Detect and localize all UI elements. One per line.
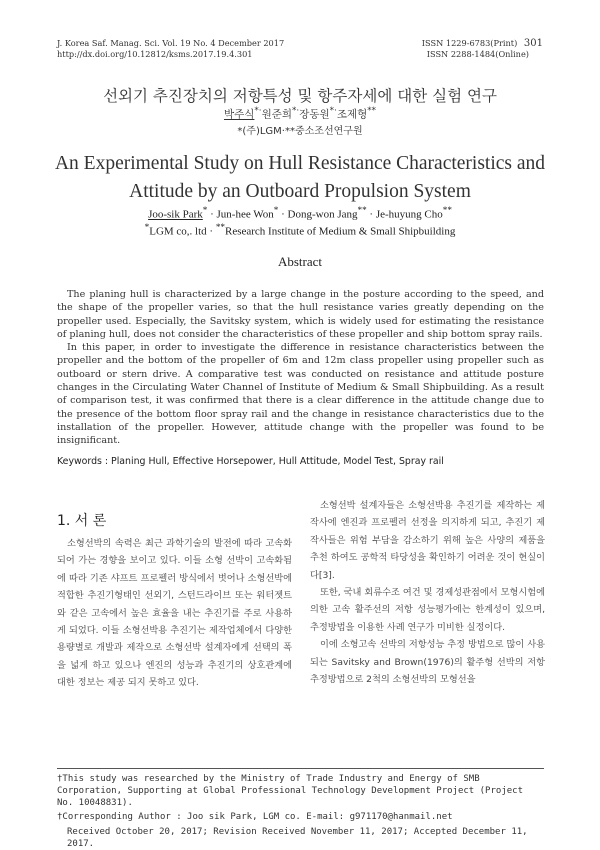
korean-author-4: 조제형	[336, 108, 368, 121]
keywords-list: Planing Hull, Effective Horsepower, Hull Attitude, Model Test, Spray rail	[111, 456, 444, 467]
issn-block	[422, 38, 543, 60]
abstract-paragraph-1: The planing hull is characterized by a large change in the posture according to the speed, and the shape of the propeller varies, so that the hull resistance varies greatly depending on the propeller used. Especially, the Savitsky system, which is widely used for estimating the resistance of planing hull, does not consider the characteristics of these propeller and ship bottom spray rails.	[57, 289, 544, 340]
right-paragraph-3: 이에 소형고속 선박의 저항성능 추정 방법으로 많이 사용되는 Savitsky and Brown(1976)의 활주형 선박의 저항추정방법으로 2척의 소형선박의 모형선을	[310, 639, 545, 686]
issn-online: ISSN 2288-1484(Online)	[426, 49, 529, 59]
korean-affiliation: *(주)LGM·**중소조선연구원	[237, 126, 363, 137]
affil-org-2: Research Institute of Medium & Small Shipbuilding	[224, 225, 456, 238]
korean-author-2: 원준희	[261, 108, 293, 121]
page-number: 301	[523, 38, 543, 49]
received-dates: Received October 20, 2017; Revision Received November 11, 2017; Accepted December 11, 2017.	[67, 827, 528, 849]
affil-mark-2: **	[215, 222, 225, 232]
right-paragraph-2: 또한, 국내 회류수조 여건 및 경제성관점에서 모형시험에 의한 고속 활주선의 저항 성능평가에는 한계성이 있으며, 추정방법을 이용한 사례 연구가 미비한 실정이다.	[310, 587, 545, 633]
affil-mark-1: *	[144, 222, 150, 232]
english-authors	[0, 205, 600, 221]
corresponding-author-footnote: †Corresponding Author : Joo sik Park, LGM co. E-mail: g971170@hanmail.net	[57, 812, 453, 822]
abstract-body	[57, 288, 544, 448]
korean-author-3: 장동원	[299, 108, 330, 121]
korean-authors	[0, 106, 600, 122]
english-title	[0, 150, 600, 206]
affil-org-1: LGM co,. ltd ·	[149, 225, 216, 238]
english-affiliation	[0, 222, 600, 238]
journal-citation	[57, 38, 284, 60]
footnote-divider	[57, 768, 544, 769]
section-title: 1. 서 론	[57, 513, 107, 529]
abstract-heading: Abstract	[277, 254, 323, 269]
english-title-line-1: An Experimental Study on Hull Resistance Characteristics and	[54, 153, 546, 174]
english-author-1: Joo-sik Park	[148, 208, 203, 221]
english-author-2: · Jun-hee Won	[207, 208, 274, 221]
english-title-line-2: Attitude by an Outboard Propulsion System	[129, 181, 471, 202]
korean-author-sep-1: *·	[254, 106, 262, 116]
english-author-3: · Dong-won Jang	[278, 208, 358, 221]
korean-author-sep-3: *·	[329, 106, 337, 116]
left-paragraph-1: 소형선박의 속력은 최근 과학기술의 발전에 따라 고속화 되어 가는 경향을 보이고 있다. 이들 소형 선박이 고속화됨에 따라 기존 샤프트 프로펠러 방식에서 벗어나 소형선박에 적합한 추진기형태인 선외기, 스턴드라이브 또는 워터젯트와 같은 고속에서 높은 효율을 내는 추진기를 주로 사용하게 되었다. 이들 소형선박용 추진기는 제작업체에서 다양한 용량별로 개발과 제작으로 소형선박 설계자에게 선택의 폭을 넓게 하고 있으나 엔진의 성능과 추진기의 상호관계에 대한 정보는 제공 되지 못하고 있다.	[57, 538, 292, 689]
issn-print: ISSN 1229-6783(Print)	[421, 38, 518, 48]
left-column	[57, 535, 292, 692]
english-author-sup-4: **	[442, 205, 452, 215]
keywords	[57, 456, 544, 467]
doi-line: http://dx.doi.org/10.12812/ksms.2017.19.4.301	[57, 49, 253, 59]
funding-footnote: †This study was researched by the Ministry of Trade Industry and Energy of SMB Corporation, Supporting at Global Professional Technology Development Project (Project No. 10048831).	[57, 774, 523, 808]
journal-line: J. Korea Saf. Manag. Sci. Vol. 19 No. 4 December 2017	[57, 38, 285, 48]
english-author-sup-2: *	[273, 205, 279, 215]
english-author-4: · Je-huyung Cho	[366, 208, 443, 221]
keywords-label: Keywords :	[57, 456, 112, 467]
korean-author-sep-2: *·	[292, 106, 300, 116]
right-paragraph-1: 소형선박 설계자들은 소형선박용 추진기를 제작하는 제작사에 엔진과 프로펠러 선정을 의지하게 되고, 추진기 제작사들은 위험 부담을 감소하기 위해 높은 사양의 제품을 추천 하여도 공학적 타당성을 확인하기 어려운 것이 현실이다[3].	[310, 500, 545, 581]
english-author-sup-3: **	[357, 205, 367, 215]
korean-author-1: 박주식	[223, 108, 255, 121]
korean-author-sup-4: **	[367, 106, 376, 116]
korean-title: 선외기 추진장치의 저항특성 및 항주자세에 대한 실험 연구	[103, 87, 497, 105]
right-column	[310, 497, 545, 688]
abstract-paragraph-2: In this paper, in order to investigate the difference in resistance characteristics between the propeller and the bottom of the propeller of 6m and 12m class propeller using propeller such as outboard or stern drive. A comparative test was conducted on resistance and attitude posture changes in the Circulating Water Channel of Institute of Medium & Small Shipbuilding. As a result of comparison test, it was confirmed that there is a clear difference in the attitude change due to the presence of the bottom floor spray rail and the change in resistance characteristics due to the installation of the propeller. However, attitude change with the propeller was found to be insignificant.	[57, 342, 544, 447]
issn-print-line	[422, 38, 543, 49]
english-author-sup-1: *	[202, 205, 208, 215]
